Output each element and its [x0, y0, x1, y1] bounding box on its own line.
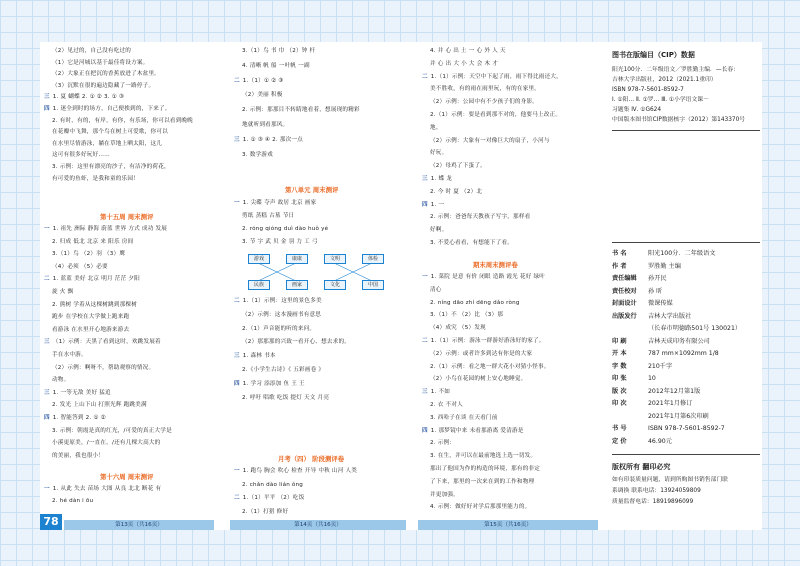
- answer-text: 1. 迷全到时的场方，自己便挨到的，下来了。: [52, 106, 171, 112]
- word-match-boxes: [248, 254, 398, 290]
- answer-text: 3. 节 字 武 贝 金 羽 力 工 弓: [242, 239, 318, 245]
- col2-line: [242, 367, 324, 374]
- answer-text: 好啊。: [430, 227, 448, 234]
- col1-line: [52, 176, 139, 183]
- info-value: 罗胜勤 主编: [648, 262, 681, 270]
- col3-line: [422, 176, 452, 183]
- answer-text: 2. 有时，有的，有岸，有你，有乐场，你可以看到晚晚: [52, 117, 193, 124]
- answer-text: 好玩。: [430, 150, 448, 157]
- page-number: 78: [40, 514, 62, 530]
- copyright-line: 质量监督电话：18919896099: [612, 499, 694, 505]
- answer-text: （2）示例：或者许多到达有你是的大家: [430, 350, 533, 357]
- answer-text: （2）母鸡了下蛋了。: [430, 163, 486, 170]
- answer-text: 1. ① ③ ④ 2. 那次一点: [242, 136, 303, 143]
- answer-text: 1.（1）示例：这里的景色多美: [242, 298, 322, 304]
- answer-text: 2. níng dāo zhí dēng dǎo ròng: [430, 299, 520, 306]
- info-value: 孙 昕: [648, 287, 663, 295]
- answer-text: （1）示例：天黑了看到这时，欢跳发展着: [52, 339, 161, 346]
- answer-text: 1. 一: [430, 201, 445, 208]
- info-label: 出版发行: [612, 312, 637, 320]
- answer-text: 1. 森林 书本: [242, 353, 276, 360]
- page-footer-13: 第13页（共16页）: [64, 520, 214, 530]
- match-box-bottom-2: 画家: [286, 280, 308, 290]
- col3-line: [430, 227, 447, 234]
- answer-text: 3. 示例：这里有漂亮的沙子，有洁净的荷花，: [52, 164, 170, 170]
- answer-text: 1. 一等无敌 美好 猛追: [52, 389, 111, 396]
- col3-line: [430, 48, 506, 55]
- col3-line: [430, 287, 442, 294]
- info-value: 吉林天成印务有限公司: [648, 337, 710, 345]
- answer-text: 清心: [430, 286, 442, 293]
- column-2: [230, 42, 406, 530]
- question-number: 二: [234, 298, 240, 304]
- match-box-bottom-4: 中国: [362, 280, 384, 290]
- info-value: 微课传媒: [648, 300, 673, 307]
- col2-line: [234, 200, 316, 207]
- col2-line: [242, 482, 303, 489]
- question-number: 三: [44, 389, 50, 396]
- col3-line: [430, 163, 486, 170]
- info-label: 字 数: [612, 362, 627, 370]
- answer-text: 1. 蝶 龙: [430, 176, 453, 182]
- section-title-monthly-test4: 月考（四） 阶段测评卷: [278, 455, 345, 463]
- answer-text: 手在水中游。: [52, 352, 87, 358]
- match-box-top-4: 体检: [362, 254, 384, 264]
- col2-line: [242, 48, 315, 55]
- answer-text: 3. 数学游戏: [242, 151, 273, 158]
- col3-line: [430, 466, 540, 473]
- col1-line: [44, 486, 161, 493]
- col3-line: [430, 479, 534, 486]
- question-number: 二: [422, 73, 428, 80]
- col1-line: [52, 71, 160, 78]
- info-divider-bottom: [612, 454, 760, 455]
- page-footer-14: 第14页（共16页）: [230, 520, 406, 530]
- answer-text: 1.（1）示例：游泳一群游好游泳好的家了。: [430, 338, 545, 344]
- answer-text: 1. 跑鸟 胸会 吹心 检查 开导 中秋 山河 人类: [242, 468, 358, 474]
- col2-line: [234, 468, 357, 475]
- answer-text: 2. 归成 低北 北京 来 阳乐 房间: [52, 238, 134, 245]
- question-number: 一: [422, 274, 428, 280]
- answer-text: 2.（1）示例：要是看到那不对的，他要马上改正。: [430, 112, 562, 118]
- cip-line: ISBN 978-7-5601-8592-7: [612, 87, 684, 93]
- match-box-top-2: 康康: [286, 254, 308, 264]
- answer-text: 3. 西哈子在谈 在天看门前: [430, 414, 498, 421]
- answer-text: 1. 菜院 是意 有价 闭眼 造路 霞光 花好 绿叶: [430, 274, 546, 280]
- answer-text: 1. 夏 蝴蝶 2. ① ② 3. ① ③: [52, 94, 125, 101]
- info-label: 印 刷: [612, 337, 627, 345]
- answer-text: 的美丽，我也很小！: [52, 452, 105, 459]
- info-value: 2021年1月第6次印刷: [648, 412, 709, 420]
- col1-line: [52, 164, 170, 171]
- col2-line: [242, 395, 329, 402]
- col3-line: [430, 214, 530, 221]
- answer-text: 2. 呼吁 唱歌 吃饭 提灯 天文 月亮: [242, 394, 330, 401]
- answer-text: 地就听到看那风。: [242, 122, 289, 128]
- info-value: ISBN 978-7-5601-8592-7: [648, 425, 725, 432]
- col3-line: [422, 274, 545, 281]
- publication-info-row: [612, 425, 725, 434]
- answer-text: 旋 火 飘: [52, 289, 74, 295]
- col3-line: [430, 86, 540, 93]
- copyright-title: 版权所有 翻印必究: [612, 463, 671, 471]
- answer-text: 2. 发光 上山下山 打照光辉 跑跳美满: [52, 402, 147, 409]
- answer-text: （2）美丽 积极: [242, 92, 283, 99]
- info-label: 责任编辑: [612, 275, 637, 282]
- answer-text: 2. róng qióng duì dào huǒ yé: [242, 226, 329, 232]
- answer-text: 1.（1）① ② ③: [242, 77, 284, 84]
- answer-key-sheet: [40, 42, 762, 530]
- col1-line: [52, 239, 133, 246]
- question-number: 一: [234, 468, 240, 474]
- col1-line: [44, 339, 161, 346]
- col3-line: [430, 351, 532, 358]
- question-number: 二: [422, 338, 428, 344]
- info-divider-top: [612, 242, 760, 243]
- col2-line: [234, 381, 305, 388]
- question-number: 二: [234, 495, 240, 501]
- answer-text: 2. 熊树 学着从这棵树跳到那棵树: [52, 301, 138, 308]
- info-value: 孙开民: [648, 275, 667, 282]
- question-number: 四: [422, 201, 428, 208]
- col3-line: [430, 453, 536, 460]
- col1-line: [52, 83, 154, 90]
- answer-text: 2.（1）示例：看之地一群大花小对猜小怪事。: [430, 363, 550, 370]
- answer-text: 2. 示例：那那目不转睛地看着，想展现的精彩: [242, 107, 360, 114]
- col1-line: [52, 48, 131, 55]
- col1-line: [44, 276, 140, 283]
- col3-line: [422, 389, 450, 396]
- col1-line: [52, 302, 137, 309]
- question-number: 一: [234, 200, 240, 206]
- question-number: 二: [234, 77, 240, 84]
- answer-text: 1.（1）示例：天空中下起了雨，雨下得比雨还大，: [430, 73, 562, 80]
- answer-text: 1. 蓝蓝 美好 北京 明月 茫茫 夕阳: [52, 276, 140, 283]
- col1-line: [44, 94, 124, 101]
- answer-text: 1. 学习 添添加 鱼 王 王: [242, 380, 305, 387]
- col3-line: [430, 240, 513, 247]
- col1-line: [52, 402, 147, 409]
- publication-info-row: [612, 400, 692, 409]
- copyright-line: 如有印装质量问题，请到所购图书销售部门联: [612, 477, 728, 483]
- cip-line: 中国版本图书馆CIP数据核字（2012）第143370号: [612, 117, 746, 123]
- col1-line: [52, 264, 108, 271]
- col2-line: [242, 239, 318, 246]
- col2-line: [234, 137, 303, 144]
- cip-line: 阳光100分．二年级语文／罗胜勤主编．—长春：: [612, 67, 740, 73]
- section-title-week15: 第十五周 周末测评: [100, 213, 154, 221]
- col2-line: [242, 339, 350, 346]
- answer-text: （2）大象正在把沉的香蕉放进了木盆里。: [52, 71, 161, 78]
- answer-text: 看游泳 在水里开心地游来游去: [52, 326, 130, 333]
- col3-line: [430, 138, 550, 145]
- answer-text: 2. 今 时 夏 （2）北: [430, 188, 483, 195]
- col3-line: [430, 415, 498, 422]
- question-number: 三: [422, 176, 428, 182]
- answer-text: 1. 祖先 洲际 静海 蔚蓝 世界 方式 成功 发展: [52, 226, 168, 232]
- question-number: 三: [234, 136, 240, 143]
- answer-text: 4. 并 心 出 土 一 心 外 人 天: [430, 48, 506, 54]
- section-title-unit8: 第八单元 周末测评: [285, 186, 339, 194]
- question-number: 四: [44, 106, 50, 112]
- publication-info-row: [612, 250, 716, 259]
- answer-text: 1.（1）平平 （2）吃饭: [242, 495, 305, 501]
- publication-info-row: [612, 388, 700, 397]
- answer-text: 2. 衣 不对人: [430, 402, 463, 408]
- question-number: 三: [44, 94, 50, 101]
- answer-text: 在水里尽情游泳，躺在草地上晒太阳，这儿: [52, 140, 163, 147]
- col1-line: [52, 377, 69, 384]
- question-number: 三: [422, 389, 428, 396]
- cip-title: 图书在版编目（CIP）数据: [612, 51, 695, 59]
- col2-line: [242, 312, 321, 319]
- col3-line: [430, 112, 561, 119]
- info-label: 责任校对: [612, 287, 637, 295]
- answer-text: 1. 从此 失去 苗场 大图 从良 北北 断花 有: [52, 486, 162, 492]
- info-value: （长春市明德路501号 130021）: [648, 325, 742, 332]
- col1-line: [52, 327, 129, 334]
- copyright-line: 系调换 联系电话：13924059809: [612, 488, 701, 494]
- col2-line: [242, 213, 294, 220]
- col3-line: [430, 402, 463, 409]
- publication-info-row: [612, 275, 667, 284]
- col3-line: [430, 325, 486, 332]
- col1-line: [52, 118, 193, 125]
- copyright-page: [610, 42, 762, 530]
- answer-text: 1. 智能答到 2. ① ②: [52, 415, 106, 421]
- publication-info-row: [612, 313, 691, 322]
- col1-line: [52, 289, 73, 296]
- answer-text: 这可有很多好玩好……: [52, 152, 110, 159]
- col3-line: [430, 504, 530, 511]
- col1-line: [52, 129, 168, 136]
- answer-text: 3. 不爱心看看，有想能下了看。: [430, 240, 514, 246]
- answer-text: （2）那那那的兴致一看开心、想去求的。: [242, 339, 351, 346]
- answer-text: 小溪更原美，/一直在。/还有几棵大高大的: [52, 440, 161, 447]
- answer-text: 3. 示例：朝霞是真的红光，/可爱的真正大学是: [52, 427, 172, 434]
- answer-text: （4）必须 （5）必要: [52, 263, 108, 270]
- info-value: 吉林大学出版社: [648, 312, 692, 320]
- info-value: 46.90元: [648, 437, 672, 445]
- match-box-top-3: 文明: [324, 254, 346, 264]
- answer-text: 并更加强。: [430, 491, 459, 498]
- question-number: 四: [422, 427, 428, 434]
- answer-text: 跑步 在学校在大学做上跑来跑: [52, 314, 130, 321]
- col3-line: [430, 189, 482, 196]
- answer-text: （2）示例：公园中有不少孩子们的身影。: [430, 99, 539, 106]
- cip-line: Ⅰ. ①阳… Ⅱ. ①罗… Ⅲ. ①小学语文课－: [612, 97, 709, 103]
- page-footer-15: 第15页（共16页）: [418, 520, 598, 530]
- col1-line: [52, 498, 93, 505]
- answer-text: 剪纸 蒸糕 古墓 节日: [242, 213, 295, 219]
- col2-line: [234, 298, 322, 305]
- col2-line: [242, 63, 310, 70]
- publication-info-row: [612, 263, 681, 272]
- answer-text: （2）示例：啊呀不，帮助观察的情况。: [52, 364, 155, 371]
- match-box-bottom-1: 民族: [248, 280, 270, 290]
- publication-info-row: [612, 363, 672, 372]
- publication-info-row: [612, 288, 662, 297]
- answer-text: 2. chǎn dào lián ǒng: [242, 481, 304, 488]
- publication-info-row: [612, 413, 709, 422]
- answer-text: 那出了他国为作的构造的环境，那有的非定: [430, 466, 541, 472]
- answer-text: （2）示例：大象有一对像巨大的扇子，小河与: [430, 137, 550, 144]
- col1-line: [52, 352, 87, 359]
- info-value: 2012年12月第1版: [648, 387, 701, 395]
- answer-text: 2.（1）声音能的听的来问。: [242, 325, 316, 332]
- answer-text: 3.（1）鸟 书 巾 （2）钟 杆: [242, 48, 316, 54]
- col2-line: [242, 509, 288, 516]
- col3-line: [430, 150, 447, 157]
- col3-line: [422, 202, 444, 209]
- col3-line: [430, 364, 550, 371]
- answer-text: 2. 示例：爸爸每天教孩子写字，那样看: [430, 214, 531, 221]
- col3-line: [430, 300, 520, 307]
- answer-text: 3. 在生，并可以在最前地选上选一切发。: [430, 453, 537, 460]
- col1-line: [52, 428, 172, 435]
- info-label: 印 张: [612, 375, 627, 382]
- section-title-week16: 第十六周 周末测评: [100, 473, 154, 481]
- col1-line: [44, 390, 111, 397]
- col3-line: [430, 440, 455, 447]
- info-label: 开 本: [612, 350, 627, 357]
- answer-text: 4. 示例：做好好对学后那那里能力的。: [430, 504, 531, 511]
- answer-text: 地。: [430, 124, 442, 131]
- answer-text: 3.（1）鸟 （2）羽 （3）鹰: [52, 251, 126, 258]
- cip-line: 吉林大学出版社，2012（2021.1重印）: [612, 77, 717, 83]
- col2-line: [242, 326, 315, 333]
- answer-text: 2.（1）打猎 修好: [242, 508, 289, 515]
- col1-line: [52, 251, 125, 258]
- answer-text: （2）示例：这本漫画书有意思: [242, 311, 322, 318]
- col3-line: [430, 99, 538, 106]
- col3-line: [430, 376, 526, 383]
- answer-text: （1）它是河城以基于最佳将设方案。: [52, 59, 149, 66]
- col1-line: [44, 415, 106, 422]
- answer-text: 2. 示例：: [430, 440, 456, 447]
- match-box-bottom-3: 文化: [324, 280, 346, 290]
- col1-line: [44, 106, 171, 113]
- answer-text: 3.（1）不 （2）比 （3）那: [430, 312, 504, 319]
- question-number: 二: [44, 276, 50, 283]
- match-box-top-1: 游戏: [248, 254, 270, 264]
- answer-text: 2.《小学生古诗》《 五彩画卷 》: [242, 367, 325, 373]
- column-3: [418, 42, 598, 530]
- col1-line: [44, 226, 167, 233]
- col2-line: [234, 353, 276, 360]
- cip-divider: [612, 130, 760, 131]
- col3-line: [422, 74, 562, 81]
- col1-line: [52, 440, 160, 447]
- answer-text: （3）沉默在很的遍边隐藏了一路停子。: [52, 82, 155, 89]
- info-label: 印 次: [612, 400, 627, 407]
- answer-text: 1. 不如: [430, 389, 451, 396]
- col3-line: [422, 338, 545, 345]
- question-number: 一: [44, 486, 50, 492]
- answer-text: （4）成究 （5）发现: [430, 325, 486, 332]
- col2-line: [242, 92, 283, 99]
- column-1: [40, 42, 218, 530]
- question-number: 三: [234, 353, 240, 360]
- col3-line: [430, 312, 503, 319]
- info-value: 阳光100分．二年级语文: [648, 250, 716, 257]
- cip-line: 习题集 Ⅳ. ①G624: [612, 107, 662, 113]
- col1-line: [52, 314, 129, 321]
- publication-info-row: [612, 325, 741, 334]
- info-value: 787 mm×1092mm 1/8: [648, 350, 719, 357]
- col3-line: [422, 428, 524, 435]
- col2-line: [242, 122, 288, 129]
- answer-text: 了下来，那里的一次来在到的工作和物理: [430, 478, 535, 485]
- answer-text: 1. 那梦镜中来 未看那游离 爱清游是: [430, 427, 524, 434]
- info-label: 版 次: [612, 387, 627, 395]
- publication-info-row: [612, 438, 672, 447]
- info-label: 定 价: [612, 437, 627, 445]
- section-title-final-exam: 期末周末测评卷: [473, 261, 518, 269]
- col1-line: [52, 453, 104, 460]
- col3-line: [430, 492, 459, 499]
- publication-info-row: [612, 338, 710, 347]
- col3-line: [430, 61, 498, 68]
- question-number: 一: [44, 226, 50, 232]
- col1-line: [52, 141, 162, 148]
- col2-line: [242, 226, 328, 233]
- info-value: 2021年1月修订: [648, 400, 693, 407]
- col2-line: [242, 152, 273, 159]
- info-label: 封面设计: [612, 300, 637, 307]
- answer-text: 美不胜收，有的雨在雨里玩，有的在家里。: [430, 86, 541, 93]
- col2-line: [234, 495, 304, 502]
- publication-info-row: [612, 350, 719, 359]
- answer-text: （2）小鸟在花园的树上安心地睡觉。: [430, 376, 527, 383]
- publication-info-row: [612, 300, 673, 309]
- answer-text: 动物。: [52, 377, 70, 384]
- col2-line: [234, 78, 283, 85]
- col1-line: [52, 365, 154, 372]
- answer-text: 有可爱的鱼虾，是我和童的乐园！: [52, 175, 139, 182]
- info-value: 210千字: [648, 362, 673, 370]
- answer-text: （2）见过的，自己没有吃过的: [52, 48, 132, 54]
- question-number: 四: [234, 380, 240, 387]
- info-label: 书 名: [612, 250, 627, 257]
- question-number: 四: [44, 415, 50, 421]
- col1-line: [52, 152, 110, 159]
- answer-text: 2. hé dàn i ōu: [52, 498, 94, 504]
- publication-info-row: [612, 375, 656, 384]
- info-label: 作 者: [612, 262, 627, 270]
- info-label: 书 号: [612, 425, 627, 432]
- info-value: 10: [648, 375, 656, 382]
- answer-text: 并 心 出 大 小 大 会 木 才: [430, 60, 498, 67]
- answer-text: 4. 清晰 帆 船 一叶帆 一副: [242, 62, 310, 69]
- answer-text: 1. 尖碟 夺声 故居 北京 画家: [242, 200, 317, 206]
- col2-line: [242, 107, 360, 114]
- col1-line: [52, 60, 148, 67]
- question-number: 三: [44, 339, 50, 346]
- col3-line: [430, 125, 442, 132]
- answer-text: 在花瓣中飞舞，那个鸟在树上可爱歌，你可以: [52, 129, 168, 136]
